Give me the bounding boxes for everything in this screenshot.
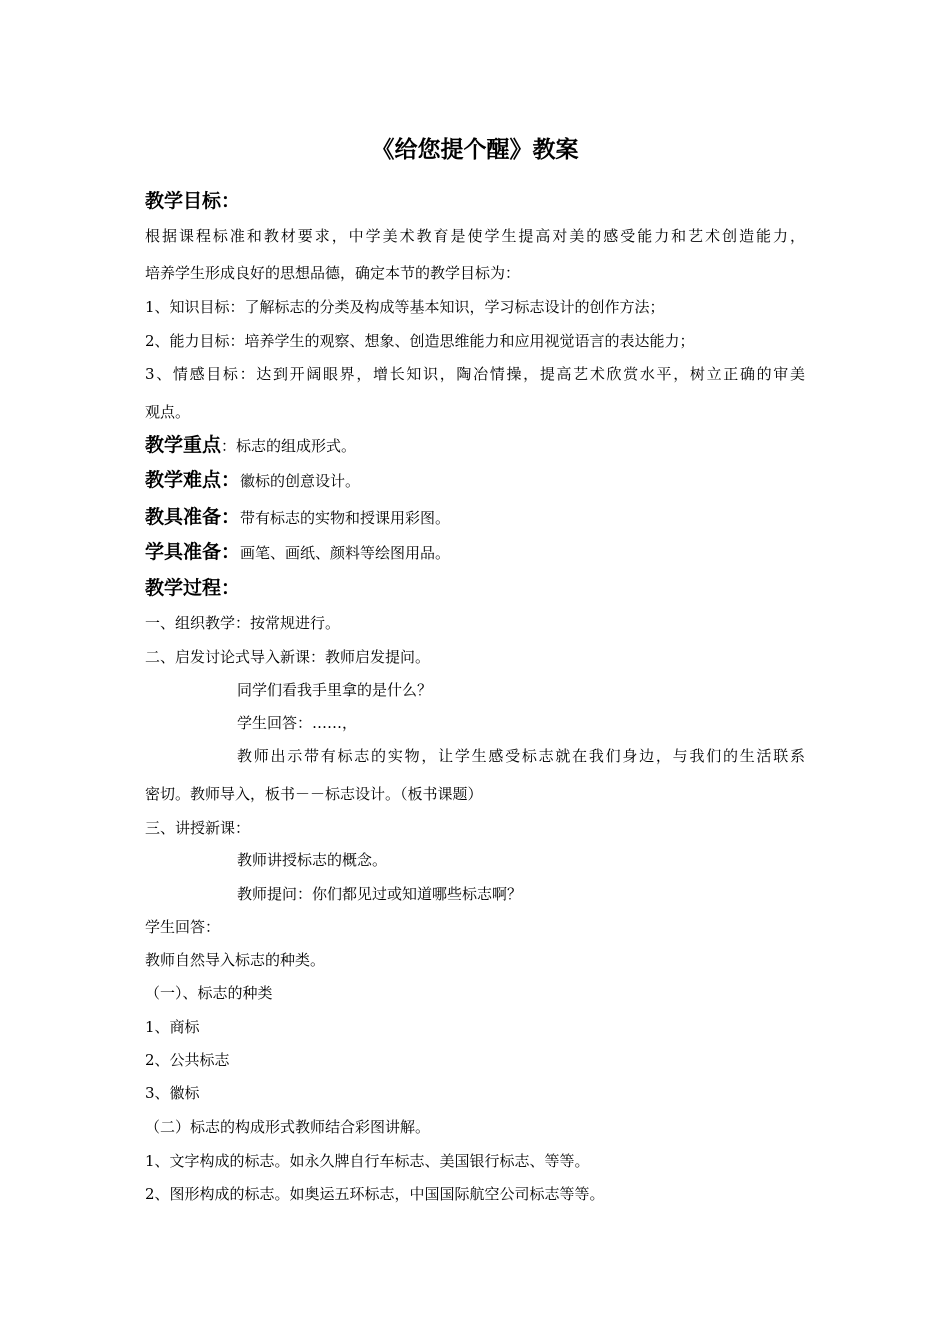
process-line: 2、图形构成的标志。如奥运五环标志，中国国际航空公司标志等等。 <box>145 1185 605 1203</box>
process-line: 1、商标 <box>145 1018 200 1036</box>
process-line: 学生回答：……， <box>237 714 358 732</box>
objectives-heading: 教学目标： <box>145 190 241 212</box>
difficulty-text: 徽标的创意设计。 <box>240 472 361 490</box>
difficulty-heading: 教学难点： <box>145 469 241 491</box>
process-line: 教师自然导入标志的种类。 <box>145 951 326 969</box>
objectives-intro-text-1: 根据课程标准和教材要求，中学美术教育是使学生提高对美的感受能力和艺术创造能力， <box>145 227 805 245</box>
process-line: 1、文字构成的标志。如永久牌自行车标志、美国银行标志、等等。 <box>145 1152 590 1170</box>
objectives-heading-line <box>145 188 240 215</box>
teacher-tools-line <box>145 504 450 531</box>
process-line <box>237 746 805 766</box>
difficulty-line <box>145 467 360 494</box>
teacher-tools-text: 带有标志的实物和授课用彩图。 <box>240 509 451 527</box>
process-line: 教师讲授标志的概念。 <box>237 851 388 869</box>
student-tools-line <box>145 539 450 566</box>
teacher-tools-heading: 教具准备： <box>145 506 241 528</box>
process-line: 3、徽标 <box>145 1084 200 1102</box>
process-line: 教师提问：你们都见过或知道哪些标志啊？ <box>237 885 523 903</box>
process-line: 一、组织教学：按常规进行。 <box>145 614 341 632</box>
student-tools-heading: 学具准备： <box>145 541 241 563</box>
process-line-text: 教师出示带有标志的实物，让学生感受标志就在我们身边，与我们的生活联系 <box>237 747 805 765</box>
process-line: 三、讲授新课： <box>145 819 251 837</box>
process-line: 2、公共标志 <box>145 1051 230 1069</box>
objective-item-3-text-1: 3、情感目标：达到开阔眼界，增长知识，陶冶情操，提高艺术欣赏水平，树立正确的审美 <box>145 365 805 383</box>
process-heading: 教学过程： <box>145 577 241 599</box>
process-line: （一）、标志的种类 <box>145 984 273 1002</box>
key-point-heading: 教学重点 <box>145 434 222 456</box>
process-line: 学生回答： <box>145 918 221 936</box>
student-tools-text: 画笔、画纸、颜料等绘图用品。 <box>240 544 451 562</box>
process-line: 同学们看我手里拿的是什么？ <box>237 681 433 699</box>
process-line: 密切。教师导入，板书－－标志设计。（板书课题） <box>145 785 483 803</box>
objectives-intro-line-2: 培养学生形成良好的思想品德，确定本节的教学目标为： <box>145 264 521 282</box>
objective-item-2: 2、能力目标：培养学生的观察、想象、创造思维能力和应用视觉语言的表达能力； <box>145 332 695 350</box>
objective-item-1: 1、知识目标：了解标志的分类及构成等基本知识，学习标志设计的创作方法； <box>145 298 665 316</box>
objective-item-3-line-1 <box>145 364 805 384</box>
process-heading-line <box>145 575 240 602</box>
document-title: 《给您提个醒》教案 <box>371 137 579 163</box>
objective-item-3-line-2: 观点。 <box>145 403 191 421</box>
objectives-intro-line-1 <box>145 226 805 246</box>
process-line: 二、启发讨论式导入新课：教师启发提问。 <box>145 648 431 666</box>
process-line: （二）标志的构成形式教师结合彩图讲解。 <box>145 1118 431 1136</box>
key-point-line <box>145 432 356 459</box>
key-point-text: ：标志的组成形式。 <box>221 437 357 455</box>
